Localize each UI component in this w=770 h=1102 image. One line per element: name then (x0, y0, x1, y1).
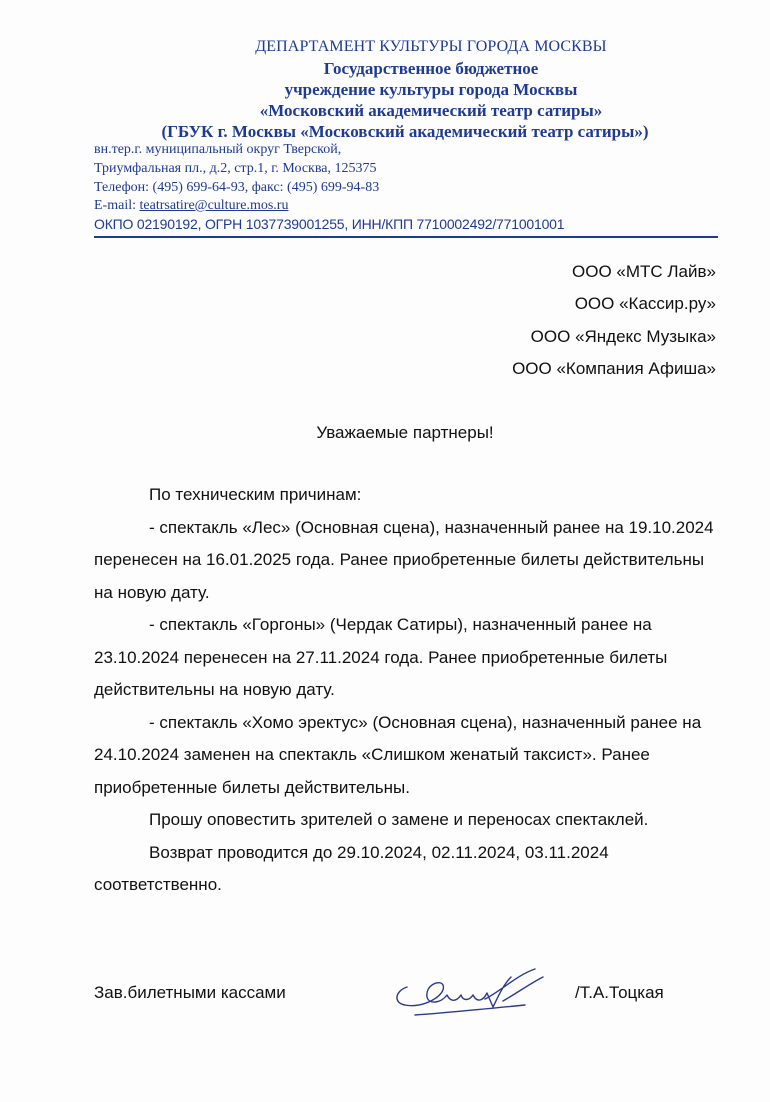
org-name-line2: учреждение культуры города Москвы (284, 80, 578, 99)
intro-paragraph: По техническим причинам: (149, 485, 362, 504)
letter-body (94, 479, 734, 902)
email-link[interactable]: teatrsatire@culture.mos.ru (139, 198, 289, 213)
item3-line1: - спектакль «Хомо эректус» (Основная сцена), назначенный ранее на (149, 712, 702, 732)
item2-line2: 23.10.2024 перенесен на 27.11.2024 года. Ранее приобретенные билеты (94, 647, 668, 667)
email-label: E-mail: (94, 198, 140, 213)
phone-fax: Телефон: (495) 699-64-93, факс: (495) 699-94-83 (94, 180, 380, 195)
item2-line1: - спектакль «Горгоны» (Чердак Сатиры), назначенный ранее на (149, 615, 652, 634)
refund-line1: Возврат проводится до 29.10.2024, 02.11.2024, 03.11.2024 (149, 842, 609, 862)
greeting: Уважаемые партнеры! (316, 423, 494, 442)
recipient-1: ООО «МТС Лайв» (572, 262, 716, 281)
handwritten-signature (385, 955, 555, 1025)
item3-line3: приобретенные билеты действительны. (94, 777, 410, 797)
item1-line3: на новую дату. (94, 582, 210, 602)
org-name-line3: «Московский академический театр сатиры» (259, 101, 603, 120)
item1-line2: перенесен на 16.01.2025 года. Ранее приобретенные билеты действительны (94, 550, 705, 569)
refund-line2: соответственно. (94, 875, 222, 894)
address-line2: Триумфальная пл., д.2, стр.1, г. Москва, 125375 (94, 161, 377, 176)
department-name: ДЕПАРТАМЕНТ КУЛЬТУРЫ ГОРОДА МОСКВЫ (255, 38, 607, 55)
org-short-name: (ГБУК г. Москвы «Московский академический театр сатиры») (161, 122, 649, 141)
item2-line3: действительны на новую дату. (94, 680, 335, 699)
signatory-position: Зав.билетными кассами (94, 983, 286, 1002)
item1-line1: - спектакль «Лес» (Основная сцена), назначенный ранее на 19.10.2024 (149, 517, 714, 537)
recipient-3: ООО «Яндекс Музыка» (530, 327, 716, 346)
header-divider (94, 236, 718, 238)
email-line (94, 198, 288, 214)
signatory-name: /Т.А.Тоцкая (575, 983, 664, 1002)
org-name-line1: Государственное бюджетное (323, 59, 539, 78)
recipient-2: ООО «Кассир.ру» (574, 294, 716, 313)
registration-codes: ОКПО 02190192, ОГРН 1037739001255, ИНН/КПП 7710002492/771001001 (94, 216, 565, 232)
item3-line2: 24.10.2024 заменен на спектакль «Слишком женатый таксист». Ранее (94, 745, 650, 764)
request-paragraph: Прошу оповестить зрителей о замене и переносах спектаклей. (149, 810, 649, 829)
address-line1: вн.тер.г. муниципальный округ Тверской, (94, 142, 342, 157)
recipient-4: ООО «Компания Афиша» (512, 359, 716, 378)
